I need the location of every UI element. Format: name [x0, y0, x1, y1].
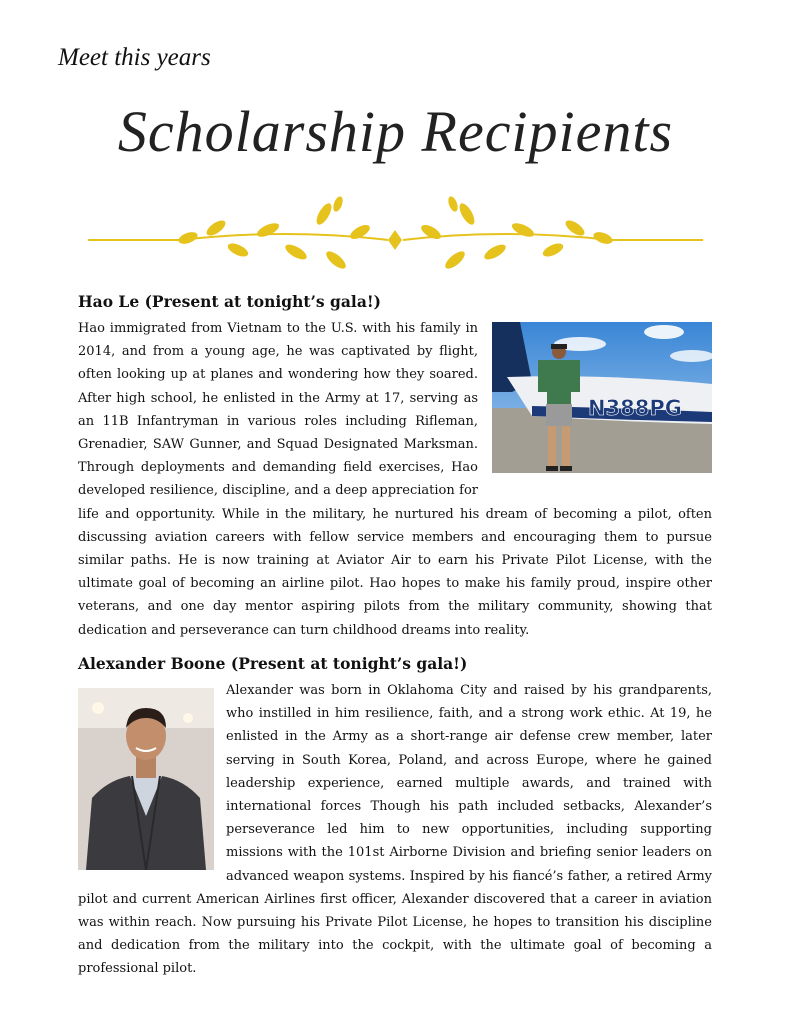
bio-text: Alexander was born in Oklahoma City and raised by his grandparents, who instilled in him resilience, faith, and a strong work ethic. At 19, he enlisted in the Army as a short-range air defense crew member, later serving in South Korea, Poland, and across Europe, where he gained leadership experience, earned multiple awards, and trained with international forces Though his path included setbacks, Alexander’s perseverance led him to new opportunities, including supporting missions with the 101st Airborne Division and briefing senior leaders on advanced weapon systems. Inspired by his fiancé’s father, a retired Army pilot and current American Airlines first officer, Alexander discovered that a career in aviation was within reach. Now pursuing his Private Pilot License, he hopes to transition his discipline and dedication from the military into the cockpit, with the ultimate goal of becoming a professional pilot.: [78, 683, 712, 977]
recipient-hao-le: [78, 292, 712, 642]
recipient-alexander-boone: [78, 654, 712, 981]
recipient-name: Hao Le (Present at tonight’s gala!): [78, 292, 381, 311]
recipient-bio: Hao immigrated from Vietnam to the U.S. with his family in 2014, and from a young age, he was captivated by flight, often looking up at planes and wondering how they soared. After high school, he enlisted in the Army at 17, serving as an 11B Infantryman in various roles including Rifleman, Grenadier, SAW Gunner, and Squad Designated Marksman. Through deployments and demanding field exercises, Hao developed resilience, discipline, and a deep appreciation for life and opportunity. While in the military, he nurtured his dream of becoming a pilot, often discussing aviation careers with fellow service members and encouraging them to pursue similar paths. He is now training at Aviator Air to earn his Private Pilot License, with the ultimate goal of becoming an airline pilot. Hao hopes to make his family proud, inspire other veterans, and one day mentor aspiring pilots from the military community, showing that dedication and perseverance can turn childhood dreams into reality.: [78, 321, 712, 638]
recipient-bio: [78, 679, 712, 981]
intro-text: Meet this years: [58, 44, 211, 71]
aircraft-tail-number: N388PG: [588, 396, 683, 420]
hao-le-airplane-photo: [492, 322, 712, 473]
page-title: Scholarship Recipients: [117, 99, 674, 164]
floral-divider-ornament: [88, 192, 703, 284]
recipient-name: Alexander Boone (Present at tonight’s gala!): [78, 654, 468, 673]
alexander-boone-portrait-photo: [78, 688, 214, 870]
